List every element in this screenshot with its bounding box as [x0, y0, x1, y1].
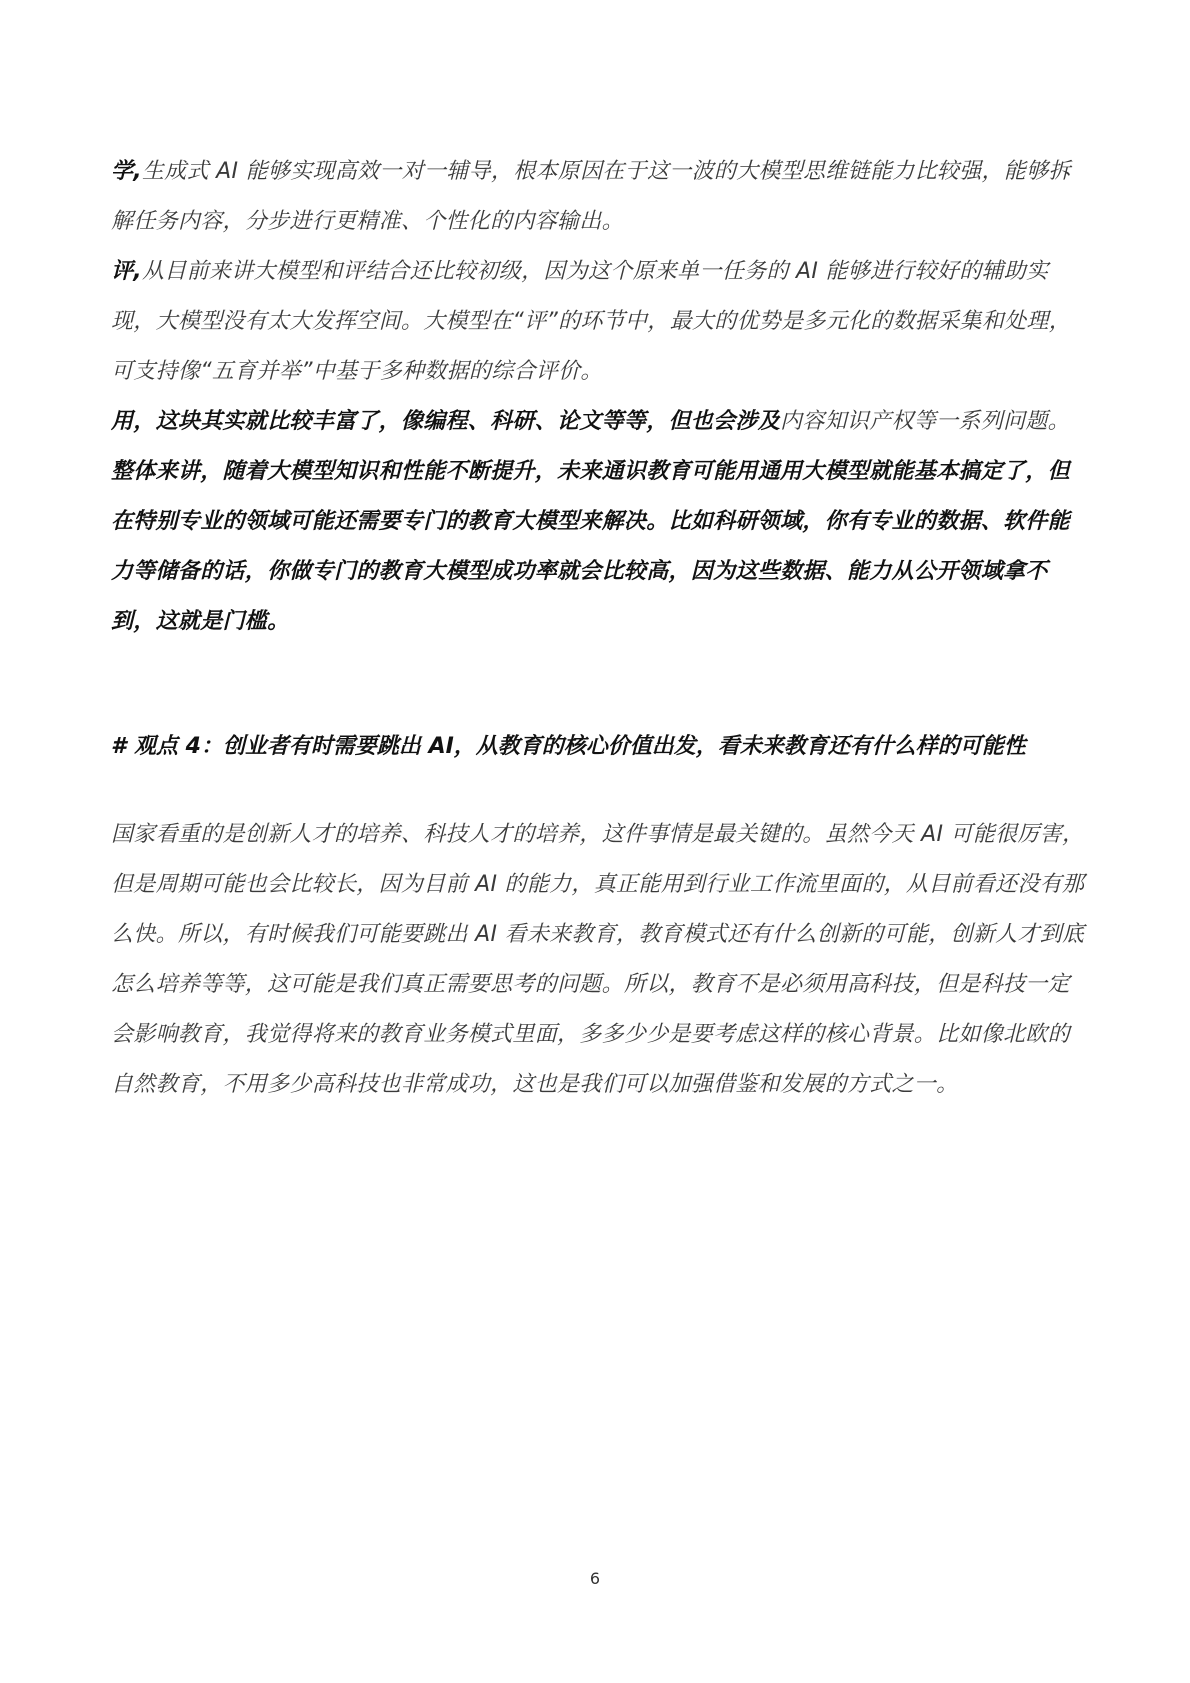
- paragraph-text: 生成式 AI 能够实现高效一对一辅导，根本原因在于这一波的大模型思维链能力比较强，能够拆解任务内容，分步进行更精准、个性化的内容输出。: [111, 159, 1071, 234]
- paragraph-ping: [111, 247, 1091, 397]
- section-body: 国家看重的是创新人才的培养、科技人才的培养，这件事情是最关键的。虽然今天 AI 可能很厉害，但是周期可能也会比较长，因为目前 AI 的能力，真正能用到行业工作流里面的，从目前看还没有那么快。所以，有时候我们可能要跳出 AI 看未来教育，教育模式还有什么创新的可能，创新人才到底怎么培养等等，这可能是我们真正需要思考的问题。所以，教育不是必须用高科技，但是科技一定会影响教育，我觉得将来的教育业务模式里面，多多少少是要考虑这样的核心背景。比如像北欧的自然教育，不用多少高科技也非常成功，这也是我们可以加强借鉴和发展的方式之一。: [111, 822, 1085, 1097]
- page-number: 6: [589, 1569, 601, 1588]
- paragraph-xue: [111, 147, 1091, 247]
- paragraph-summary: 整体来讲，随着大模型知识和性能不断提升，未来通识教育可能用通用大模型就能基本搞定了，但在特别专业的领域可能还需要专门的教育大模型来解决。比如科研领域，你有专业的数据、软件能力等储备的话，你做专门的教育大模型成功率就会比较高，因为这些数据、能力从公开领域拿不到，这就是门槛。: [111, 459, 1070, 634]
- paragraph-yong: [111, 397, 1091, 447]
- section-heading: # 观点 4：创业者有时需要跳出 AI，从教育的核心价值出发，看未来教育还有什么样的可能性: [111, 734, 1026, 759]
- paragraph-text: 从目前来讲大模型和评结合还比较初级，因为这个原来单一任务的 AI 能够进行较好的辅助实现，大模型没有太大发挥空间。大模型在“评”的环节中，最大的优势是多元化的数据采集和处理，可支持像“五育并举”中基于多种数据的综合评价。: [111, 259, 1071, 384]
- paragraph-lead: 评,: [111, 259, 142, 284]
- paragraph-tail-text: 内容知识产权等一系列问题。: [780, 409, 1070, 434]
- paragraph-lead: 学,: [111, 159, 142, 184]
- paragraph-bold-text: 用，这块其实就比较丰富了，像编程、科研、论文等等，但也会涉及: [111, 409, 781, 434]
